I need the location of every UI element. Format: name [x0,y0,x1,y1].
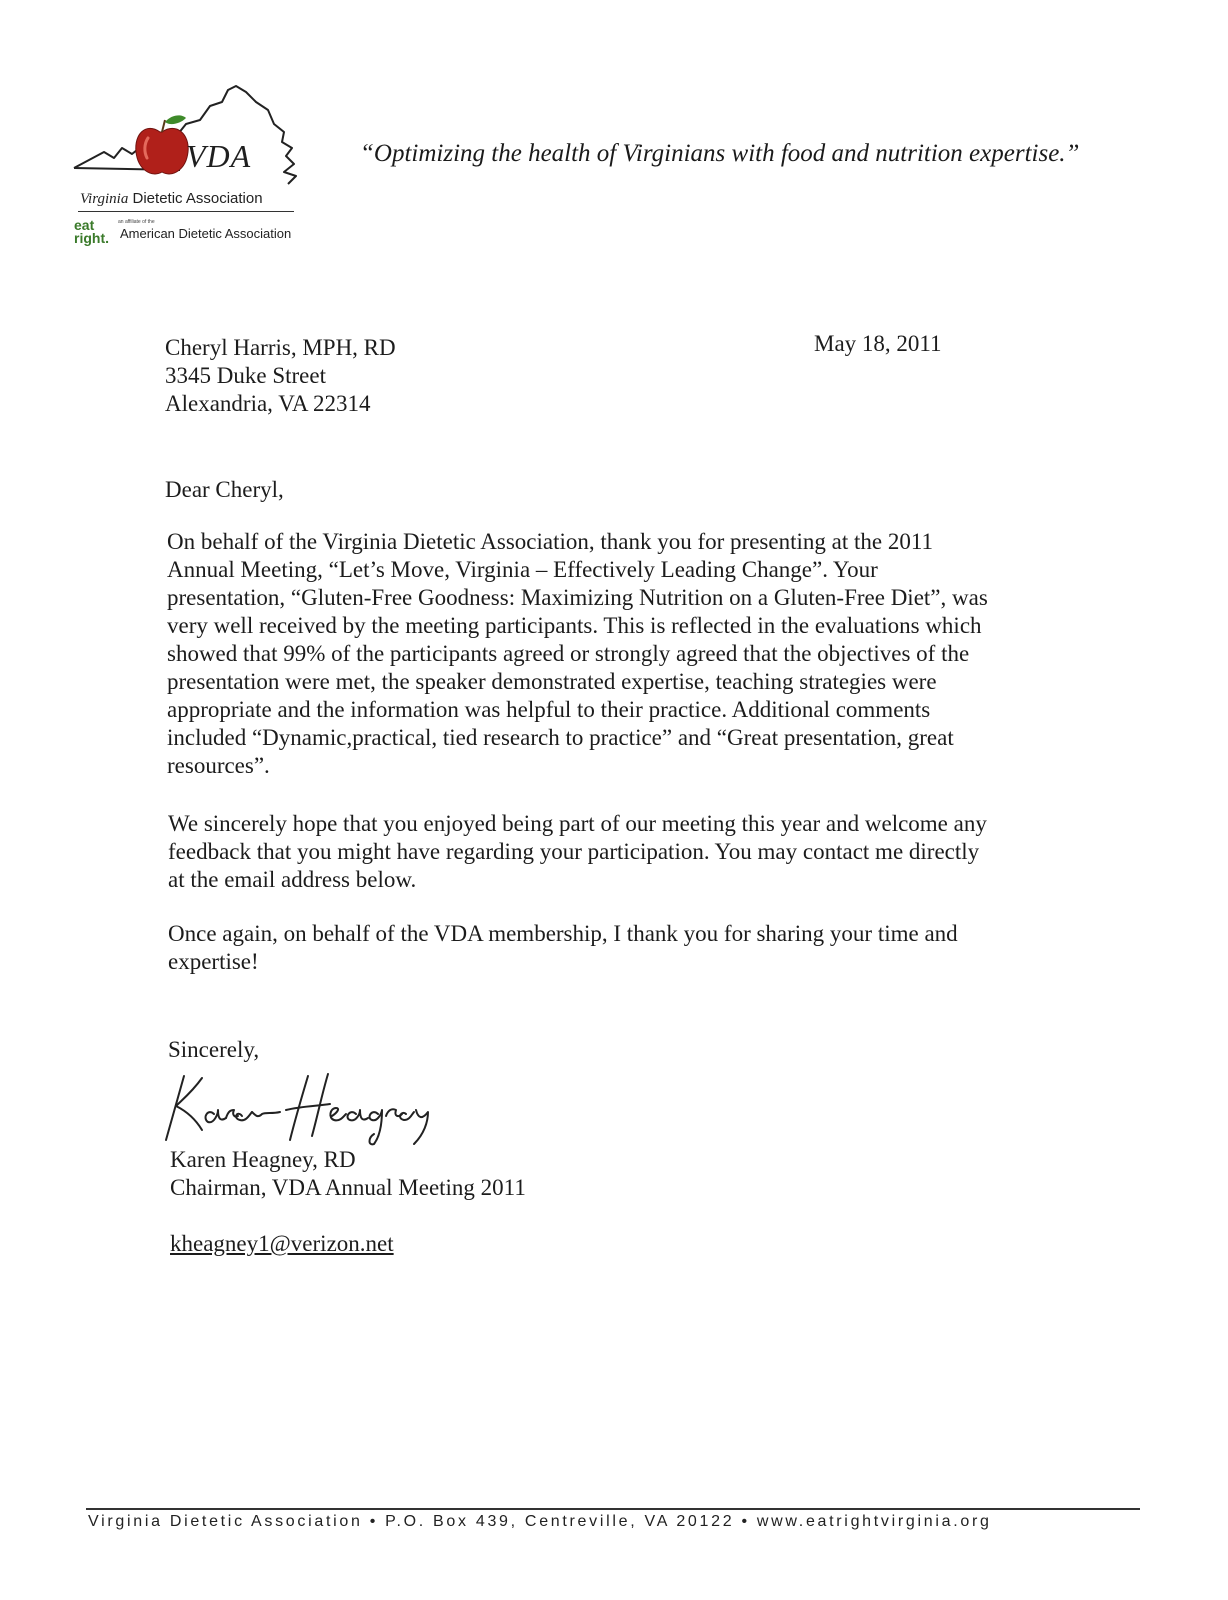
signer-title: Chairman, VDA Annual Meeting 2011 [170,1175,526,1200]
logo-divider [78,211,294,212]
letter-date: May 18, 2011 [814,331,942,356]
parent-org-name: American Dietetic Association [120,226,292,241]
footer-address: Virginia Dietetic Association • P.O. Box 439, Centreville, VA 20122 • www.eatrightvirginia.org [88,1513,992,1530]
apple-icon [136,115,188,174]
closing: Sincerely, [168,1037,260,1062]
affiliate-note: an affiliate of the [118,219,155,225]
signer-block [170,1146,526,1202]
tagline: “Optimizing the health of Virginians with food and nutrition expertise.” [360,140,1080,167]
email-link[interactable]: kheagney1@verizon.net [170,1231,394,1256]
vda-abbrev: VDA [186,138,252,174]
salutation: Dear Cheryl, [165,477,284,502]
eatright-logo: eat right. [74,217,109,246]
recipient-name: Cheryl Harris, MPH, RD [165,335,396,360]
handwritten-signature [162,1068,452,1148]
recipient-street: 3345 Duke Street [165,363,326,388]
paragraph-1: On behalf of the Virginia Dietetic Association, thank you for presenting at the 2011 Annual Meeting, “Let’s Move, Virginia – Effectively Leading Change”. Your presentation, “Gluten-Free Goodness: Maximizing Nutrition on a Gluten-Free Diet”, was very well received by the meeting participants. This is reflected in the evaluations which showed that 99% of the participants agreed or strongly agreed that the objectives of the presentation were met, the speaker demonstrated expertise, teaching strategies were appropriate and the information was helpful to their practice. Additional comments included “Dynamic,practical, tied research to practice” and “Great presentation, great resources”. [167,529,988,778]
recipient-address [165,334,396,418]
org-name: Virginia Dietetic Association [80,190,263,207]
vda-logo [70,80,310,250]
paragraph-2: We sincerely hope that you enjoyed being part of our meeting this year and welcome any feedback that you might have regarding your participation. You may contact me directly at the email address below. [168,811,987,892]
recipient-city: Alexandria, VA 22314 [165,391,371,416]
paragraph-3: Once again, on behalf of the VDA membership, I thank you for sharing your time and expertise! [168,921,958,974]
signer-name: Karen Heagney, RD [170,1147,356,1172]
footer-divider [86,1508,1140,1510]
